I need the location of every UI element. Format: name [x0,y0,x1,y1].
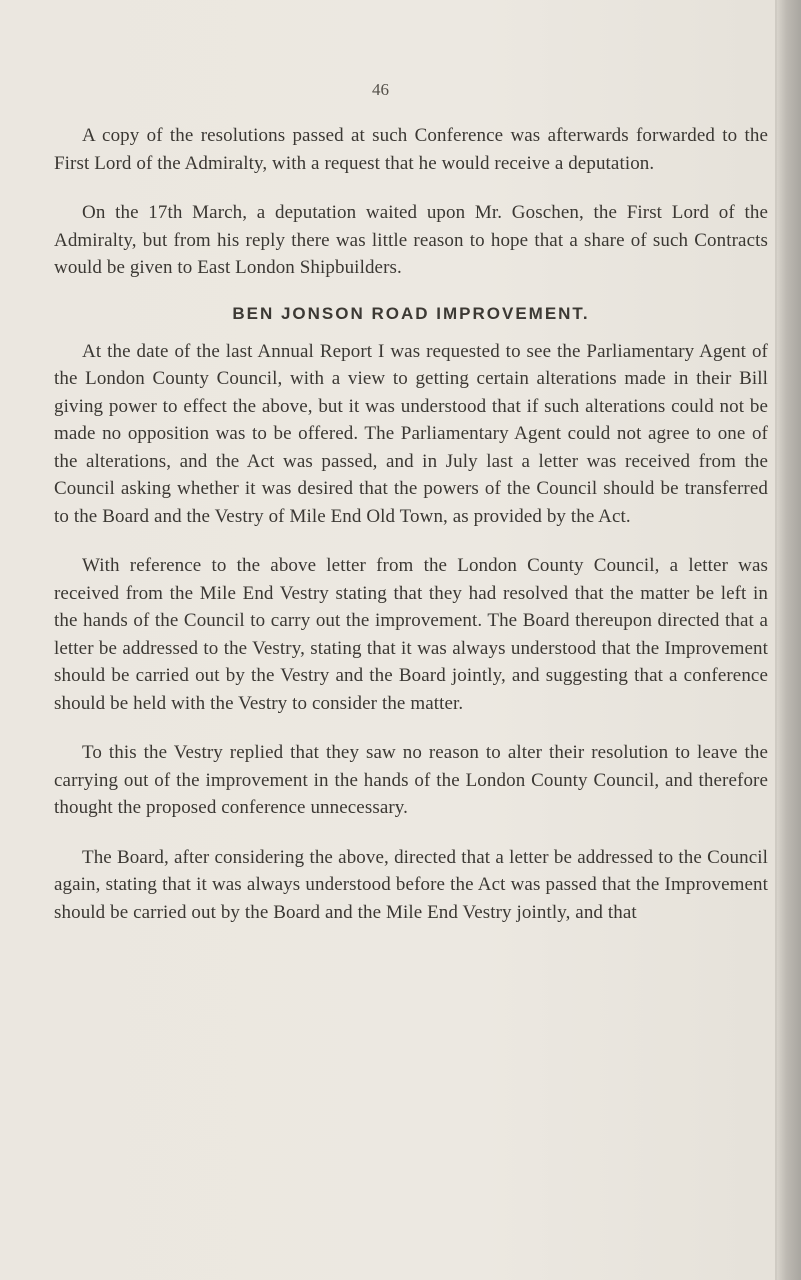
paragraph-resolutions-copy: A copy of the resolutions passed at such Conference was afterwards forwarded to the First Lord of the Admiralty, with a request that he would receive a deputation. [54,125,768,174]
page-edge-shadow [777,0,801,1280]
paragraph-vestry-reply: To this the Vestry replied that they saw no reason to alter their resolution to leave the carrying out of the improvement in the hands of the London County Council, and therefore thought the proposed conference unnecessary. [54,742,768,818]
page-body [54,122,768,948]
section-heading: BEN JONSON ROAD IMPROVEMENT. [232,303,590,323]
paragraph-deputation: On the 17th March, a deputation waited upon Mr. Goschen, the First Lord of the Admiralty, but from his reply there was little reason to hope that a share of such Contracts would be given to East London Shipbuilders. [54,202,768,278]
page-number: 46 [372,80,389,99]
paragraph-board-direction: The Board, after considering the above, directed that a letter be addressed to the Council again, stating that it was always understood before the Act was passed that the Improvement should be carried out by the Board and the Mile End Vestry jointly, and that [54,846,768,923]
paragraph-annual-report: At the date of the last Annual Report I was requested to see the Parliamentary Agent of the London County Council, with a view to getting certain alterations made in their Bill giving power to effect the above, but it was understood that if such alterations could not be made no opposition was to be offered. The Parliamentary Agent could not agree to one of the alterations, and the Act was passed, and in July last a letter was received from the Council asking whether it was desired that the powers of the Council should be transferred to the Board and the Vestry of Mile End Old Town, as provided by the Act. [54,340,768,527]
paragraph-vestry-letter: With reference to the above letter from the London County Council, a letter was received from the Mile End Vestry stating that they had resolved that the matter be left in the hands of the Council to carry out the improvement. The Board thereupon directed that a letter be addressed to the Vestry, stating that it was always understood that the Improvement should be carried out by the Vestry and the Board jointly, and suggesting that a conference should be held with the Vestry to consider the matter. [54,555,768,714]
